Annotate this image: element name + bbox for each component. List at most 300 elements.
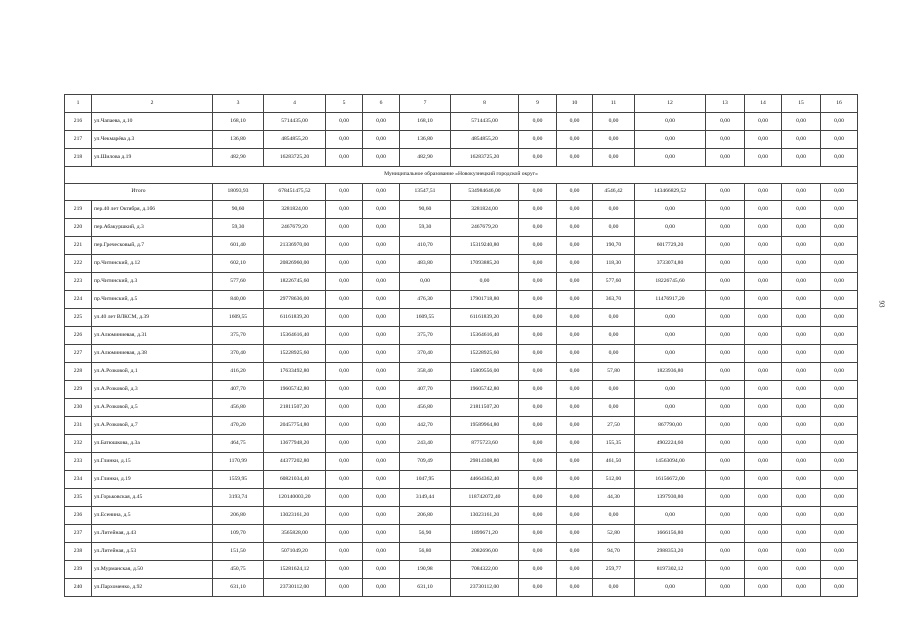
table-row <box>65 363 858 381</box>
table-cell: 0,00 <box>519 309 557 327</box>
table-cell: 0,00 <box>821 237 858 255</box>
table-cell: 23730112,00 <box>451 579 519 597</box>
table-cell: 216 <box>65 113 92 131</box>
table-cell: 0,00 <box>326 381 363 399</box>
table-cell: 0,00 <box>745 399 782 417</box>
table-cell: 470,20 <box>213 417 264 435</box>
table-cell: 118742072,40 <box>451 489 519 507</box>
table-cell: 0,00 <box>706 453 745 471</box>
table-cell: 0,00 <box>821 291 858 309</box>
table-cell: 0,00 <box>557 489 593 507</box>
table-row <box>65 149 858 167</box>
table-row <box>65 327 858 345</box>
table-cell: 0,00 <box>706 417 745 435</box>
table-row <box>65 561 858 579</box>
table-cell: 0,00 <box>519 471 557 489</box>
table-cell: 512,00 <box>593 471 635 489</box>
table-cell: 0,00 <box>557 579 593 597</box>
table-cell: 13023161,20 <box>451 507 519 525</box>
table-cell: 0,00 <box>706 345 745 363</box>
table-row <box>65 273 858 291</box>
table-cell: 0,00 <box>821 471 858 489</box>
table-cell: 0,00 <box>782 579 821 597</box>
table-cell: 0,00 <box>326 561 363 579</box>
table-cell: 151,50 <box>213 543 264 561</box>
table-cell: ул.Литейная, д.43 <box>92 525 213 543</box>
table-cell: 0,00 <box>363 131 400 149</box>
table-cell: 1 <box>65 95 92 113</box>
table-cell: 0,00 <box>782 219 821 237</box>
table-cell: 0,00 <box>745 149 782 167</box>
table-cell: 0,00 <box>706 381 745 399</box>
table-row <box>65 417 858 435</box>
table-cell: 0,00 <box>557 381 593 399</box>
table-cell: 0,00 <box>519 184 557 201</box>
table-cell: 0,00 <box>363 219 400 237</box>
table-cell: 1170,99 <box>213 453 264 471</box>
table-cell: 0,00 <box>326 237 363 255</box>
table-cell: 0,00 <box>557 327 593 345</box>
table-cell: 375,70 <box>400 327 451 345</box>
table-cell: 0,00 <box>593 201 635 219</box>
table-cell: 0,00 <box>782 489 821 507</box>
table-cell: 0,00 <box>745 525 782 543</box>
table-cell: 0,00 <box>363 525 400 543</box>
table-cell: 0,00 <box>326 525 363 543</box>
table-cell: 60821034,40 <box>264 471 326 489</box>
table-cell: 483,80 <box>400 255 451 273</box>
table-cell: 0,00 <box>635 201 706 219</box>
table-cell: 237 <box>65 525 92 543</box>
table-cell: 15228925,60 <box>264 345 326 363</box>
table-cell: 13 <box>706 95 745 113</box>
table-cell: 61161839,20 <box>451 309 519 327</box>
table-cell: 0,00 <box>821 345 858 363</box>
table-cell: 0,00 <box>782 273 821 291</box>
table-row <box>65 201 858 219</box>
table-cell: 0,00 <box>557 113 593 131</box>
table-cell: 0,00 <box>706 113 745 131</box>
table-cell: ул.Чапаева, д.10 <box>92 113 213 131</box>
table-cell: 482,90 <box>400 149 451 167</box>
table-cell: 0,00 <box>821 363 858 381</box>
table-cell: 0,00 <box>326 507 363 525</box>
table-cell: пр.Читинский, д.5 <box>92 291 213 309</box>
table-cell: 0,00 <box>519 507 557 525</box>
table-cell: 0,00 <box>519 453 557 471</box>
table-cell: 11476917,20 <box>635 291 706 309</box>
table-cell: 136,80 <box>213 131 264 149</box>
table-cell: 0,00 <box>557 237 593 255</box>
table-cell: 224 <box>65 291 92 309</box>
table-row <box>65 435 858 453</box>
table-cell: 0,00 <box>519 345 557 363</box>
table-cell: 44,30 <box>593 489 635 507</box>
table-cell: 0,00 <box>745 237 782 255</box>
table-cell: ул.Чекмарёва д.3 <box>92 131 213 149</box>
table-cell: 0,00 <box>635 131 706 149</box>
table-cell: 2988353,20 <box>635 543 706 561</box>
table-cell: 0,00 <box>363 113 400 131</box>
table-cell: 15809556,00 <box>451 363 519 381</box>
table-cell: 23730112,00 <box>264 579 326 597</box>
table-cell: 461,50 <box>593 453 635 471</box>
table-cell: 0,00 <box>363 327 400 345</box>
table-cell: 206,80 <box>400 507 451 525</box>
table-cell: 464,75 <box>213 435 264 453</box>
table-cell: 4854855,20 <box>451 131 519 149</box>
table-row <box>65 453 858 471</box>
table-cell: 0,00 <box>326 327 363 345</box>
table-cell: 0,00 <box>782 471 821 489</box>
table-cell: 0,00 <box>326 363 363 381</box>
table-cell: 0,00 <box>782 309 821 327</box>
table-cell: 0,00 <box>326 149 363 167</box>
table-cell: 0,00 <box>326 309 363 327</box>
table-cell: 94,70 <box>593 543 635 561</box>
table-cell: ул.Глинки, д.15 <box>92 453 213 471</box>
table-cell: 0,00 <box>821 543 858 561</box>
table-cell: 0,00 <box>635 507 706 525</box>
table-cell: 0,00 <box>519 291 557 309</box>
table-cell: 0,00 <box>363 237 400 255</box>
table-row <box>65 255 858 273</box>
table-cell: 5714435,00 <box>451 113 519 131</box>
table-cell: 0,00 <box>821 219 858 237</box>
table-cell: 0,00 <box>745 417 782 435</box>
table-cell: 0,00 <box>782 561 821 579</box>
table-cell: 0,00 <box>519 237 557 255</box>
table-cell: 0,00 <box>745 113 782 131</box>
table-cell: 0,00 <box>745 363 782 381</box>
table-cell: 0,00 <box>326 113 363 131</box>
table-cell: 631,10 <box>400 579 451 597</box>
table-cell: 27,50 <box>593 417 635 435</box>
table-cell: 0,00 <box>745 131 782 149</box>
table-cell: 190,70 <box>593 237 635 255</box>
table-cell: 0,00 <box>706 184 745 201</box>
table-cell: 3 <box>213 95 264 113</box>
table-cell: 235 <box>65 489 92 507</box>
table-cell: ул.Горьковская, д.45 <box>92 489 213 507</box>
table-cell: 577,60 <box>213 273 264 291</box>
table-cell: 29778636,00 <box>264 291 326 309</box>
table-cell: 0,00 <box>782 435 821 453</box>
table-cell: 867790,00 <box>635 417 706 435</box>
table-cell: 0,00 <box>519 543 557 561</box>
table-cell: 3565828,00 <box>264 525 326 543</box>
table-cell: ул.А.Розковой, д.7 <box>92 417 213 435</box>
table-cell: 375,70 <box>213 327 264 345</box>
table-row <box>65 543 858 561</box>
table-cell: 0,00 <box>326 543 363 561</box>
table-cell: 0,00 <box>326 435 363 453</box>
table-cell: 59,30 <box>213 219 264 237</box>
table-cell: 0,00 <box>782 131 821 149</box>
table-cell: 0,00 <box>782 363 821 381</box>
table-cell: 6017729,20 <box>635 237 706 255</box>
total-label: Итого <box>65 184 213 201</box>
table-cell: 14563094,00 <box>635 453 706 471</box>
table-cell: 0,00 <box>821 453 858 471</box>
table-row <box>65 579 858 597</box>
table-cell: 0,00 <box>745 435 782 453</box>
table-cell: 7084322,00 <box>451 561 519 579</box>
table-cell: 0,00 <box>745 381 782 399</box>
table-cell: 240 <box>65 579 92 597</box>
table-cell: 0,00 <box>519 363 557 381</box>
table-cell: 0,00 <box>519 255 557 273</box>
table-cell: 0,00 <box>326 417 363 435</box>
table-cell: 143466829,52 <box>635 184 706 201</box>
table-cell: 16156672,00 <box>635 471 706 489</box>
table-cell: 0,00 <box>635 345 706 363</box>
table-cell: 0,00 <box>635 327 706 345</box>
table-cell: 534984646,00 <box>451 184 519 201</box>
table-cell: 225 <box>65 309 92 327</box>
table-cell: 230 <box>65 399 92 417</box>
table-cell: ул.Алюминиевая, д.31 <box>92 327 213 345</box>
table-cell: 358,40 <box>400 363 451 381</box>
table-cell: 0,00 <box>745 561 782 579</box>
table-cell: ул.Шилова д.19 <box>92 149 213 167</box>
table-cell: 0,00 <box>593 399 635 417</box>
table-cell: 0,00 <box>782 113 821 131</box>
table-cell: 1823936,80 <box>635 363 706 381</box>
table-cell: 0,00 <box>326 489 363 507</box>
table-cell: 0,00 <box>635 399 706 417</box>
table-cell: 13023161,20 <box>264 507 326 525</box>
table-cell: 259,77 <box>593 561 635 579</box>
table-cell: 15228925,60 <box>451 345 519 363</box>
table-cell: 0,00 <box>706 273 745 291</box>
table-cell: 229 <box>65 381 92 399</box>
table-cell: 0,00 <box>782 327 821 345</box>
table-cell: 0,00 <box>593 381 635 399</box>
table-cell: 0,00 <box>782 345 821 363</box>
table-cell: 20457754,80 <box>264 417 326 435</box>
table-cell: 0,00 <box>519 399 557 417</box>
table-cell: 0,00 <box>635 381 706 399</box>
table-cell: 363,70 <box>593 291 635 309</box>
table-cell: 0,00 <box>519 561 557 579</box>
table-cell: 168,10 <box>213 113 264 131</box>
table-cell: 0,00 <box>363 417 400 435</box>
table-cell: 0,00 <box>821 149 858 167</box>
table-cell: 0,00 <box>782 399 821 417</box>
table-cell: 12 <box>635 95 706 113</box>
table-cell: 0,00 <box>706 255 745 273</box>
table-cell: 15364616,40 <box>451 327 519 345</box>
table-cell: 6 <box>363 95 400 113</box>
table-cell: 236 <box>65 507 92 525</box>
table-cell: 238 <box>65 543 92 561</box>
table-cell: 450,75 <box>213 561 264 579</box>
table-cell: ул.А.Розковой, д.5 <box>92 399 213 417</box>
section-row <box>65 167 858 184</box>
table-row <box>65 507 858 525</box>
table-cell: 15281624,12 <box>264 561 326 579</box>
table-cell: 1609,55 <box>400 309 451 327</box>
table-cell: 0,00 <box>782 381 821 399</box>
table-cell: 456,80 <box>400 399 451 417</box>
table-cell: 0,00 <box>557 291 593 309</box>
table-cell: 0,00 <box>363 561 400 579</box>
table-row <box>65 345 858 363</box>
table-cell: 0,00 <box>593 131 635 149</box>
table-cell: 0,00 <box>821 273 858 291</box>
table-cell: 0,00 <box>745 273 782 291</box>
table-cell: 0,00 <box>782 201 821 219</box>
table-cell: 1666156,80 <box>635 525 706 543</box>
table-cell: 0,00 <box>363 543 400 561</box>
table-cell: 13547,51 <box>400 184 451 201</box>
table-cell: 0,00 <box>706 149 745 167</box>
table-cell: 0,00 <box>706 471 745 489</box>
table-cell: 456,80 <box>213 399 264 417</box>
table-cell: 59,30 <box>400 219 451 237</box>
table-cell: 0,00 <box>363 363 400 381</box>
table-cell: 231 <box>65 417 92 435</box>
table-cell: 222 <box>65 255 92 273</box>
table-cell: 1559,95 <box>213 471 264 489</box>
table-cell: 0,00 <box>557 453 593 471</box>
table-cell: 0,00 <box>326 453 363 471</box>
page-number: 93 <box>877 300 886 308</box>
table-cell: 2 <box>92 95 213 113</box>
table-cell: 0,00 <box>363 399 400 417</box>
table-cell: 190,98 <box>400 561 451 579</box>
table-cell: ул.Пархоменко, д.92 <box>92 579 213 597</box>
table-cell: 577,60 <box>593 273 635 291</box>
table-cell: ул.Мурманская, д.50 <box>92 561 213 579</box>
table-cell: 840,00 <box>213 291 264 309</box>
table-cell: 0,00 <box>593 507 635 525</box>
table-cell: 0,00 <box>821 561 858 579</box>
table-cell: 3281824,00 <box>264 201 326 219</box>
table-cell: 1047,95 <box>400 471 451 489</box>
table-cell: 0,00 <box>706 507 745 525</box>
table-cell: 18093,93 <box>213 184 264 201</box>
table-cell: 0,00 <box>821 399 858 417</box>
table-cell: 0,00 <box>821 184 858 201</box>
table-cell: 0,00 <box>821 309 858 327</box>
table-cell: 0,00 <box>745 489 782 507</box>
table-cell: 0,00 <box>326 471 363 489</box>
table-cell: 0,00 <box>557 399 593 417</box>
table-cell: 0,00 <box>706 131 745 149</box>
table-cell: 0,00 <box>593 579 635 597</box>
table-cell: 0,00 <box>557 149 593 167</box>
table-row <box>65 471 858 489</box>
table-cell: 8 <box>451 95 519 113</box>
table-cell: 0,00 <box>363 453 400 471</box>
table-cell: 0,00 <box>363 507 400 525</box>
table-row <box>65 381 858 399</box>
table-cell: 0,00 <box>519 273 557 291</box>
table-row <box>65 219 858 237</box>
table-cell: 44664362,40 <box>451 471 519 489</box>
table-cell: 0,00 <box>326 219 363 237</box>
table-cell: 0,00 <box>745 453 782 471</box>
table-cell: 0,00 <box>519 435 557 453</box>
data-table <box>64 94 858 597</box>
table-cell: 482,90 <box>213 149 264 167</box>
table-cell: 219 <box>65 201 92 219</box>
table-cell: 0,00 <box>519 201 557 219</box>
table-cell: 0,00 <box>519 381 557 399</box>
table-cell: 0,00 <box>519 327 557 345</box>
table-cell: 0,00 <box>557 417 593 435</box>
table-cell: 442,70 <box>400 417 451 435</box>
table-cell: 0,00 <box>557 273 593 291</box>
table-cell: 19605742,80 <box>264 381 326 399</box>
table-cell: 0,00 <box>519 113 557 131</box>
table-cell: 2467679,20 <box>451 219 519 237</box>
table-cell: 4902224,60 <box>635 435 706 453</box>
table-cell: ул.Батюшкова, д.3а <box>92 435 213 453</box>
table-cell: ул.Алюминиевая, д.38 <box>92 345 213 363</box>
table-cell: 44377202,80 <box>264 453 326 471</box>
table-cell: 0,00 <box>593 309 635 327</box>
table-cell: 709,49 <box>400 453 451 471</box>
table-cell: 19605742,80 <box>451 381 519 399</box>
table-cell: ул.40 лет ВЛКСМ, д.39 <box>92 309 213 327</box>
table-cell: пр.Читинский, д.3 <box>92 273 213 291</box>
table-cell: пер.40 лет Октября, д.1б6 <box>92 201 213 219</box>
table-cell: 227 <box>65 345 92 363</box>
table-cell: 678451475,52 <box>264 184 326 201</box>
table-cell: ул.А.Розковой, д.3 <box>92 381 213 399</box>
table-cell: 228 <box>65 363 92 381</box>
table-cell: 0,00 <box>782 291 821 309</box>
table-cell: ул.Есенина, д.5 <box>92 507 213 525</box>
table-cell: 0,00 <box>745 309 782 327</box>
table-cell: 0,00 <box>706 219 745 237</box>
table-cell: 0,00 <box>635 579 706 597</box>
table-cell: 0,00 <box>400 273 451 291</box>
table-cell: 15319240,80 <box>451 237 519 255</box>
table-cell: 0,00 <box>363 255 400 273</box>
table-cell: 0,00 <box>557 363 593 381</box>
table-cell: 0,00 <box>782 543 821 561</box>
table-cell: 0,00 <box>745 201 782 219</box>
table-cell: 5071049,20 <box>264 543 326 561</box>
table-cell: 155,35 <box>593 435 635 453</box>
table-cell: 0,00 <box>363 201 400 219</box>
table-cell: 5 <box>326 95 363 113</box>
table-cell: 0,00 <box>557 184 593 201</box>
table-cell: 0,00 <box>557 435 593 453</box>
table-cell: ул.А.Розковой, д.1 <box>92 363 213 381</box>
table-cell: 7 <box>400 95 451 113</box>
table-cell: 16 <box>821 95 858 113</box>
table-cell: 4 <box>264 95 326 113</box>
table-cell: 1609,55 <box>213 309 264 327</box>
table-cell: 220 <box>65 219 92 237</box>
table-cell: 601,40 <box>213 237 264 255</box>
table-cell: 21336970,00 <box>264 237 326 255</box>
table-cell: 0,00 <box>706 291 745 309</box>
table-cell: 0,00 <box>363 184 400 201</box>
table-cell: 0,00 <box>821 525 858 543</box>
table-cell: 0,00 <box>821 131 858 149</box>
table-cell: 0,00 <box>821 201 858 219</box>
table-cell: 407,70 <box>213 381 264 399</box>
table-cell: 56,80 <box>400 543 451 561</box>
table-cell: 0,00 <box>557 345 593 363</box>
table-cell: 2082696,00 <box>451 543 519 561</box>
